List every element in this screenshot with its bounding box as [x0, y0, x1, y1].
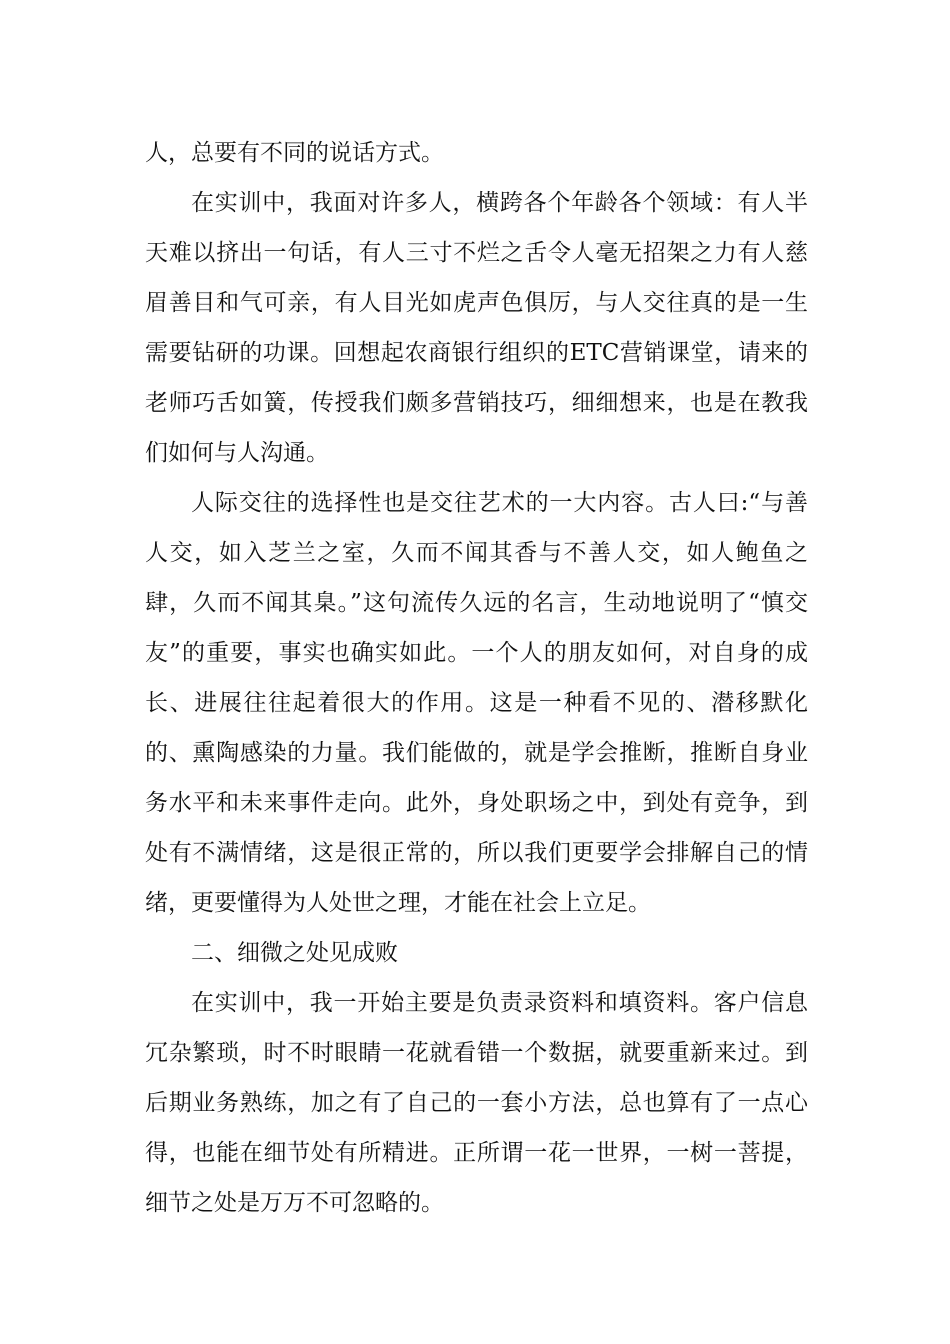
- paragraph-continuation: 人，总要有不同的说话方式。: [145, 140, 444, 166]
- paragraph-training-people: 在实训中，我面对许多人，横跨各个年龄各个领域：有人半天难以挤出一句话，有人三寸不烂之舌令人毫无招架之力有人慈眉善目和气可亲，有人目光如虎声色俱厉，与人交往真的是一生需要钻研的功课。回想起农商银行组织的ETC营销课堂，请来的老师巧舌如簧，传授我们颇多营销技巧，细细想来，也是在教我们如何与人沟通。: [145, 190, 808, 466]
- document-body: [145, 128, 808, 1228]
- section-heading-details: 二、细微之处见成败: [191, 940, 398, 966]
- paragraph-social-selection: 人际交往的选择性也是交往艺术的一大内容。古人曰:“与善人交，如入芝兰之室，久而不闻其香与不善人交，如人鲍鱼之肆，久而不闻其臬。”这句流传久远的名言，生动地说明了“慎交友”的重要，事实也确实如此。一个人的朋友如何，对自身的成长、进展往往起着很大的作用。这是一种看不见的、潜移默化的、熏陶感染的力量。我们能做的，就是学会推断，推断自身业务水平和未来事件走向。此外，身处职场之中，到处有竞争，到处有不满情绪，这是很正常的，所以我们更要学会排解自己的情绪，更要懂得为人处世之理，才能在社会上立足。: [145, 490, 808, 916]
- paragraph-data-entry: 在实训中，我一开始主要是负责录资料和填资料。客户信息冗杂繁琐，时不时眼睛一花就看错一个数据，就要重新来过。到后期业务熟练，加之有了自己的一套小方法，总也算有了一点心得，也能在细节处有所精进。正所谓一花一世界，一树一菩提，细节之处是万万不可忽略的。: [145, 990, 808, 1216]
